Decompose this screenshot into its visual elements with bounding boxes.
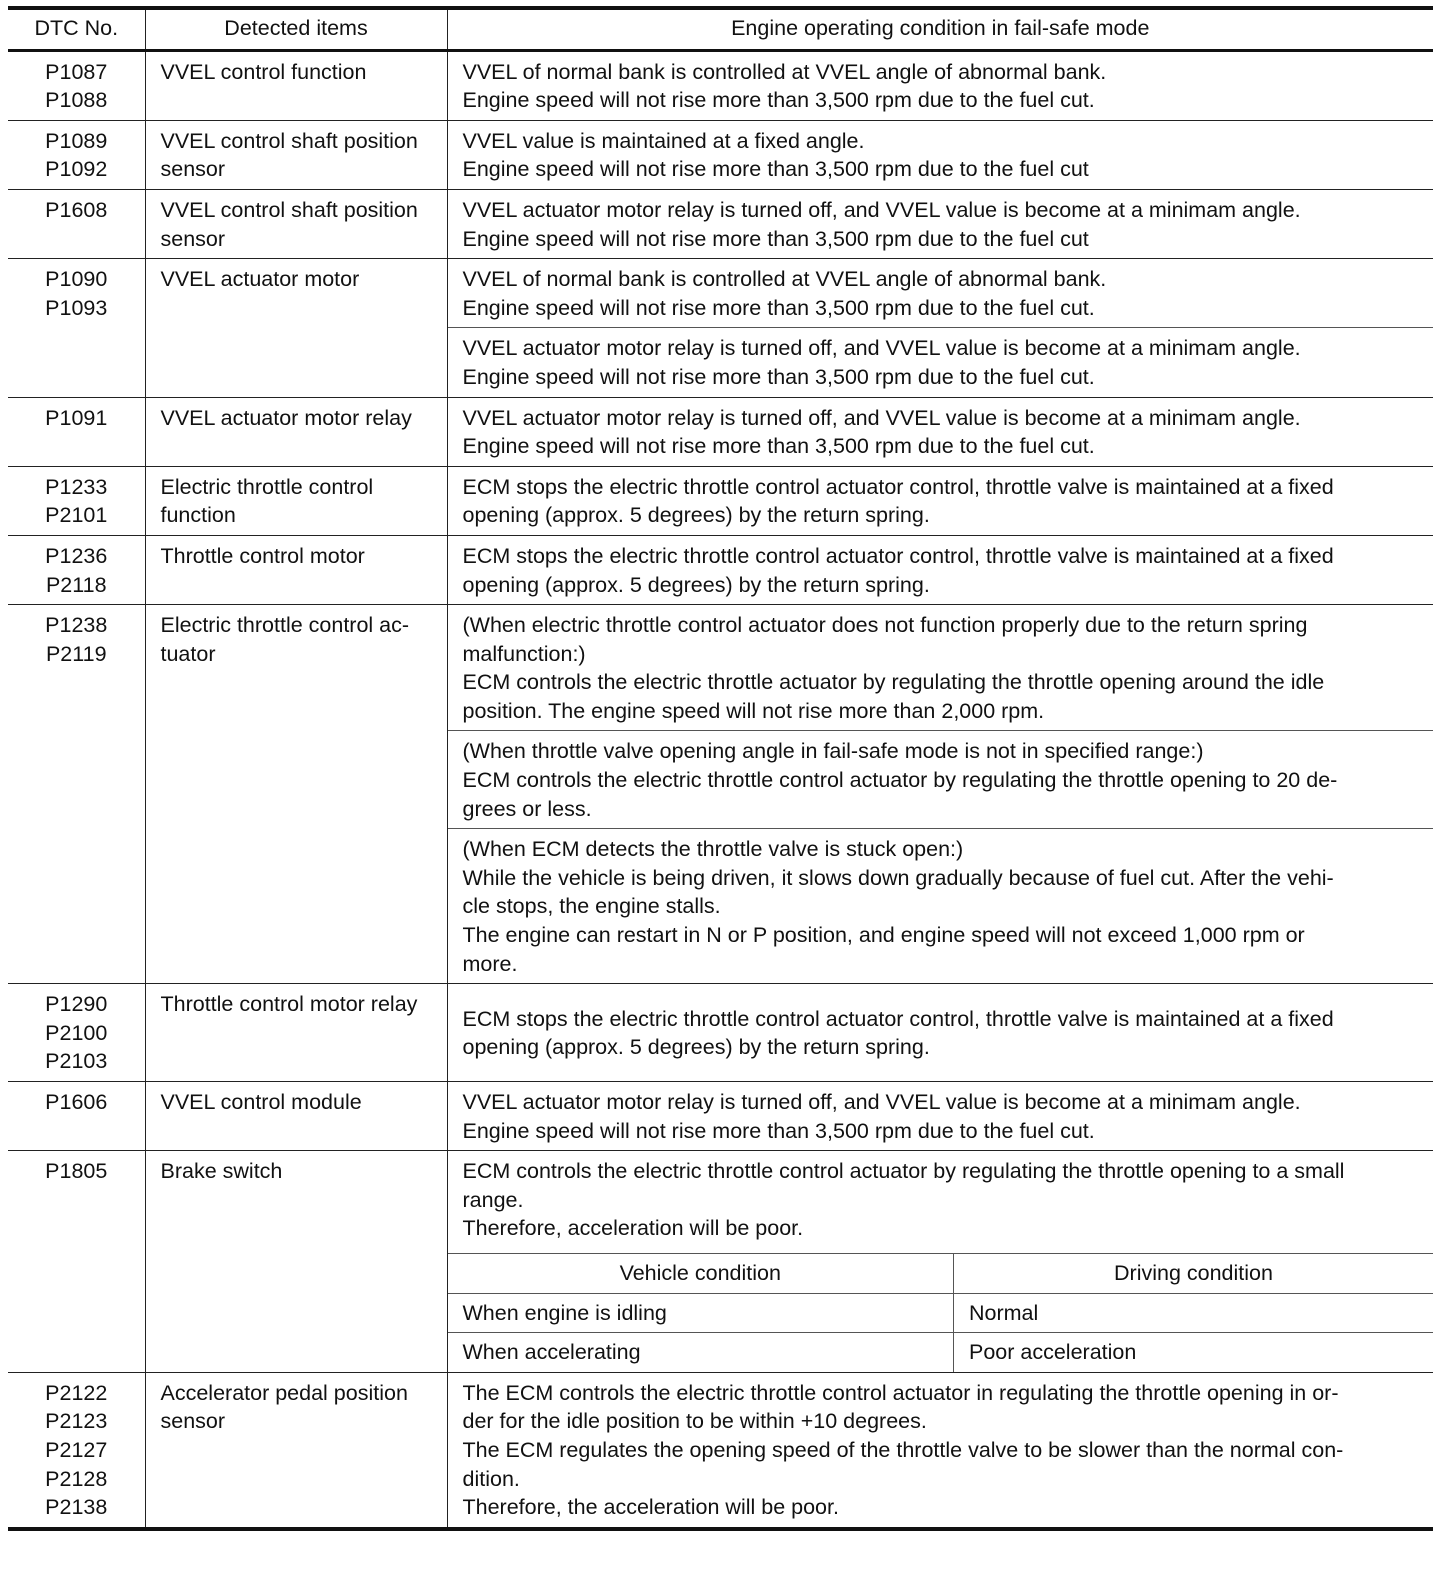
dtc-cell [8,397,145,466]
dtc-code: P2138 [45,1495,108,1520]
detected-item-cell [145,259,447,397]
detected-item-cell [145,1151,447,1373]
dtc-code: P1233 [45,474,108,499]
subtable-row [448,1333,1434,1372]
subtable-cell: Normal [954,1293,1434,1333]
condition-text: range. [462,1187,524,1212]
dtc-code: P1805 [45,1159,108,1184]
condition-text: ECM controls the electric throttle actuator by regulating the throttle opening around the idle [462,670,1325,695]
dtc-code: P2122 [45,1380,108,1405]
detected-item-cell [145,120,447,189]
table-row [8,50,1433,120]
condition-cell [447,120,1433,189]
condition-text: ECM stops the electric throttle control actuator control, throttle valve is maintained at a fixed [462,543,1334,568]
condition-cell [447,328,1433,397]
detected-item-cell [145,50,447,120]
condition-cell [447,535,1433,604]
condition-text: opening (approx. 5 degrees) by the return spring. [462,1035,930,1060]
detected-item-cell [145,397,447,466]
subtable-row [448,1293,1434,1333]
condition-cell [447,984,1433,1082]
condition-text: opening (approx. 5 degrees) by the return spring. [462,503,930,528]
condition-text: VVEL value is maintained at a fixed angle. [462,128,865,153]
dtc-code: P1606 [45,1090,108,1114]
dtc-cell [8,120,145,189]
detected-item-text: VVEL actuator motor relay [160,405,412,430]
dtc-code: P1238 [45,613,108,638]
detected-item-text: Electric throttle control [160,474,374,499]
detected-item-cell [145,1082,447,1151]
dtc-code: P2119 [45,641,107,666]
condition-cell [447,259,1433,328]
condition-text: opening (approx. 5 degrees) by the return spring. [462,572,930,597]
condition-text: VVEL actuator motor relay is turned off, and VVEL value is become at a minimam angle. [462,405,1301,430]
table-row [8,1151,1433,1373]
table-row [8,259,1433,328]
dtc-cell [8,605,145,984]
table-row [8,535,1433,604]
subtable-cell: Poor acceleration [954,1333,1434,1372]
condition-text: Engine speed will not rise more than 3,500 rpm due to the fuel cut [462,226,1089,251]
subtable-header-vehicle-condition: Vehicle condition [448,1253,954,1293]
dtc-code: P1087 [45,59,108,84]
detected-item-text: Accelerator pedal position [160,1380,408,1405]
table-row [8,120,1433,189]
detected-item-cell [145,605,447,984]
detected-item-text: VVEL control shaft position [160,197,418,222]
detected-item-text: VVEL control function [160,59,367,84]
condition-text: Engine speed will not rise more than 3,500 rpm due to the fuel cut. [462,364,1095,389]
table-header-row [8,8,1433,50]
condition-text: grees or less. [462,796,592,821]
condition-cell [447,397,1433,466]
condition-text: cle stops, the engine stalls. [462,894,721,919]
condition-text: Therefore, the acceleration will be poor. [462,1495,839,1520]
condition-cell [447,605,1433,731]
detected-item-text: Throttle control motor relay [160,992,418,1017]
condition-text: Engine speed will not rise more than 3,500 rpm due to the fuel cut. [462,1118,1095,1143]
dtc-cell [8,50,145,120]
condition-text: The engine can restart in N or P position, and engine speed will not exceed 1,000 rpm or [462,923,1305,948]
table-row [8,1082,1433,1151]
detected-item-cell [145,535,447,604]
condition-text: ECM controls the electric throttle control actuator by regulating the throttle opening to a small [462,1159,1345,1184]
condition-cell [447,466,1433,535]
condition-text-block [448,1151,1434,1253]
condition-text: Engine speed will not rise more than 3,500 rpm due to the fuel cut. [462,295,1095,320]
dtc-code: P1091 [45,405,108,430]
condition-text: Therefore, acceleration will be poor. [462,1216,804,1241]
condition-text: The ECM regulates the opening speed of the throttle valve to be slower than the normal con- [462,1437,1344,1462]
condition-text: VVEL of normal bank is controlled at VVEL angle of abnormal bank. [462,59,1107,84]
dtc-cell [8,259,145,397]
header-operating-condition: Engine operating condition in fail-safe mode [447,8,1433,50]
dtc-code: P2100 [45,1020,108,1045]
detected-item-text: sensor [160,226,226,251]
dtc-code: P1090 [45,267,108,292]
condition-text: position. The engine speed will not rise more than 2,000 rpm. [462,698,1045,723]
condition-text: Engine speed will not rise more than 3,500 rpm due to the fuel cut [462,157,1089,182]
dtc-code: P2118 [45,572,107,597]
detected-item-text: function [160,503,236,528]
condition-cell [447,1082,1433,1151]
detected-item-text: tuator [160,641,216,666]
condition-text: (When ECM detects the throttle valve is stuck open:) [462,837,964,862]
dtc-code: P1092 [45,157,108,182]
condition-cell [447,1372,1433,1528]
condition-text: VVEL actuator motor relay is turned off, and VVEL value is become at a minimam angle. [462,1090,1301,1114]
table-row [8,189,1433,258]
dtc-code: P2103 [45,1049,108,1074]
condition-cell [447,189,1433,258]
table-row [8,605,1433,731]
table-row [8,984,1433,1082]
condition-text: VVEL actuator motor relay is turned off, and VVEL value is become at a minimam angle. [462,336,1301,361]
header-detected-items: Detected items [145,8,447,50]
condition-text: malfunction:) [462,641,586,666]
dtc-code: P1089 [45,128,108,153]
dtc-cell [8,984,145,1082]
dtc-code: P2127 [45,1437,108,1462]
dtc-cell [8,189,145,258]
detected-item-text: VVEL actuator motor [160,267,360,292]
dtc-code: P2123 [45,1409,108,1434]
detected-item-text: VVEL control shaft position [160,128,418,153]
dtc-code: P1236 [45,543,108,568]
condition-text: dition. [462,1466,520,1491]
condition-text: While the vehicle is being driven, it slows down gradually because of fuel cut. After the vehi- [462,865,1334,890]
table-row [8,397,1433,466]
condition-text: der for the idle position to be within +10 degrees. [462,1409,927,1434]
detected-item-cell [145,466,447,535]
detected-item-cell [145,984,447,1082]
table-row [8,466,1433,535]
condition-text: (When electric throttle control actuator does not function properly due to the return spring [462,613,1308,638]
condition-text: (When throttle valve opening angle in fail-safe mode is not in specified range:) [462,739,1204,764]
condition-text: VVEL of normal bank is controlled at VVEL angle of abnormal bank. [462,267,1107,292]
dtc-code: P1093 [45,295,108,320]
fail-safe-table-page [8,6,1433,1531]
detected-item-text: VVEL control module [160,1090,362,1114]
detected-item-text: sensor [160,1409,226,1434]
condition-text: VVEL actuator motor relay is turned off, and VVEL value is become at a minimam angle. [462,197,1301,222]
detected-item-cell [145,1372,447,1528]
dtc-cell [8,466,145,535]
header-dtc-no: DTC No. [8,8,145,50]
condition-text: more. [462,951,518,976]
subtable-header-row [448,1253,1434,1293]
condition-cell [447,829,1433,984]
dtc-cell [8,1151,145,1373]
subtable-header-driving-condition: Driving condition [954,1253,1434,1293]
dtc-code: P2128 [45,1466,108,1491]
dtc-cell [8,1372,145,1528]
dtc-cell [8,1082,145,1151]
dtc-code: P1088 [45,88,108,113]
dtc-code: P1290 [45,992,108,1017]
detected-item-cell [145,189,447,258]
condition-text: Engine speed will not rise more than 3,500 rpm due to the fuel cut. [462,88,1095,113]
dtc-code: P2101 [45,503,108,528]
detected-item-text: sensor [160,157,226,182]
condition-text: The ECM controls the electric throttle control actuator in regulating the throttle opening in or- [462,1380,1339,1405]
vehicle-condition-subtable [448,1253,1434,1372]
condition-cell [447,50,1433,120]
condition-text: ECM stops the electric throttle control actuator control, throttle valve is maintained at a fixed [462,474,1334,499]
dtc-code: P1608 [45,197,108,222]
table-row [8,1372,1433,1528]
fail-safe-table [8,6,1433,1531]
detected-item-text: Throttle control motor [160,543,365,568]
condition-cell [447,731,1433,829]
detected-item-text: Electric throttle control ac- [160,613,410,638]
condition-text: Engine speed will not rise more than 3,500 rpm due to the fuel cut. [462,434,1095,459]
subtable-cell: When engine is idling [448,1293,954,1333]
condition-cell [447,1151,1433,1373]
dtc-cell [8,535,145,604]
condition-text: ECM stops the electric throttle control actuator control, throttle valve is maintained at a fixed [462,1006,1334,1031]
condition-text: ECM controls the electric throttle control actuator by regulating the throttle opening to 20 de- [462,768,1338,793]
subtable-cell: When accelerating [448,1333,954,1372]
detected-item-text: Brake switch [160,1159,283,1184]
